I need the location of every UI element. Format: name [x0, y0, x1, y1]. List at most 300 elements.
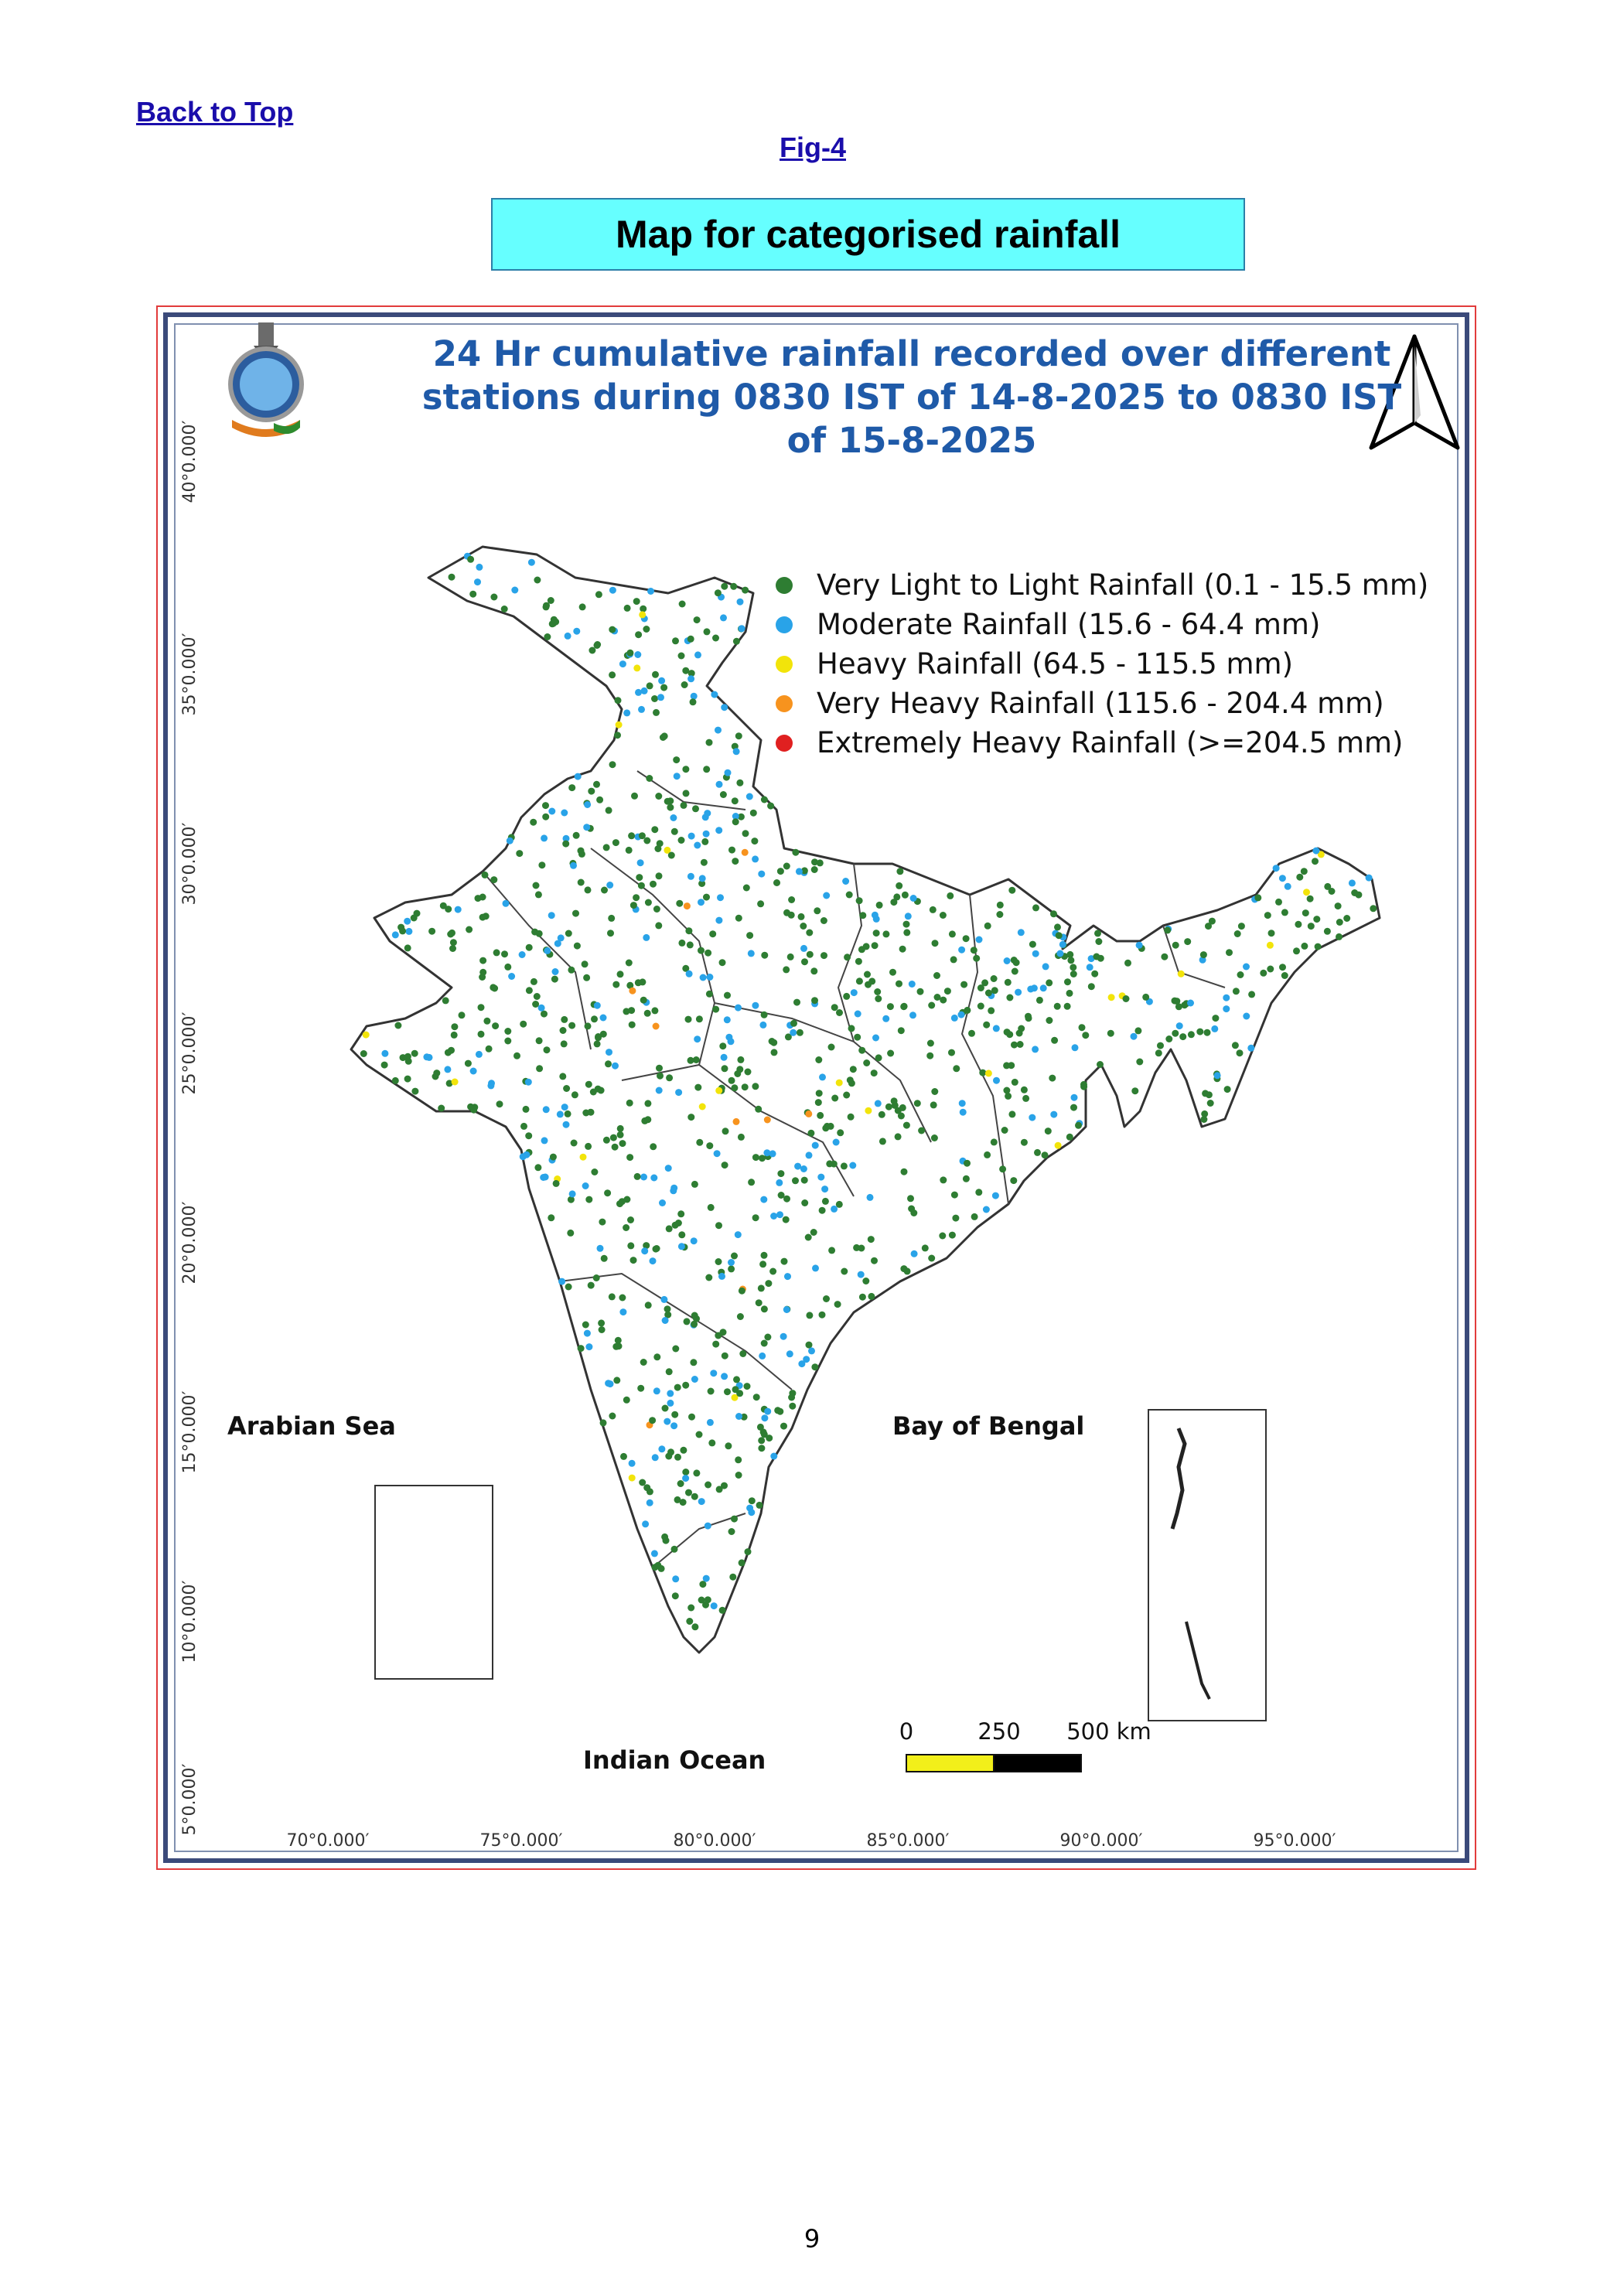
station-point: [1237, 971, 1244, 978]
station-point: [635, 631, 642, 638]
station-point: [504, 1028, 511, 1035]
station-point: [561, 810, 568, 817]
station-point: [614, 732, 621, 739]
station-point: [745, 1548, 752, 1555]
station-point: [1267, 942, 1274, 949]
station-point: [879, 1138, 886, 1145]
station-point: [1223, 994, 1230, 1001]
station-point: [783, 1306, 790, 1313]
station-point: [997, 902, 1004, 909]
station-point: [837, 1129, 844, 1136]
station-point: [706, 974, 713, 981]
station-point: [733, 748, 740, 755]
station-point: [653, 906, 660, 913]
station-point: [1179, 1033, 1186, 1040]
station-point: [1285, 883, 1291, 890]
station-point: [712, 1341, 719, 1348]
station-point: [971, 1213, 978, 1220]
station-point: [1027, 986, 1034, 993]
station-point: [656, 872, 663, 879]
station-point: [725, 1442, 732, 1449]
station-point: [1066, 1134, 1073, 1141]
station-point: [737, 1056, 744, 1063]
station-point: [991, 1138, 998, 1145]
station-point: [823, 1295, 830, 1302]
station-point: [558, 1278, 565, 1285]
station-point: [686, 971, 693, 977]
station-point: [769, 1038, 776, 1045]
station-point: [449, 574, 455, 581]
station-point: [844, 954, 851, 960]
station-point: [534, 577, 541, 584]
station-point: [719, 959, 726, 966]
station-point: [1335, 902, 1342, 909]
station-point: [513, 1052, 520, 1059]
station-point: [381, 1050, 388, 1057]
station-point: [520, 1123, 527, 1130]
station-point: [1046, 1017, 1053, 1024]
scale-label-250: 250: [977, 1718, 1021, 1745]
station-point: [1046, 979, 1053, 986]
station-point: [690, 698, 697, 705]
station-point: [855, 958, 862, 965]
station-point: [728, 1528, 735, 1535]
station-point: [606, 882, 613, 889]
station-point: [774, 1407, 781, 1414]
station-point: [1042, 1151, 1049, 1158]
latitude-tick-label: 25°0.000′: [180, 1012, 200, 1095]
station-point: [1093, 954, 1100, 960]
station-point: [1201, 1110, 1208, 1117]
station-point: [983, 1022, 990, 1029]
station-point: [850, 1066, 857, 1073]
station-point: [541, 1011, 548, 1018]
station-point: [552, 968, 559, 975]
station-point: [693, 1056, 700, 1063]
station-point: [423, 1053, 430, 1060]
station-point: [627, 1216, 634, 1223]
station-point: [638, 706, 645, 713]
station-point: [848, 1080, 855, 1087]
station-point: [659, 1199, 666, 1206]
station-point: [1336, 933, 1343, 940]
station-point: [612, 981, 619, 988]
station-point: [968, 1030, 975, 1037]
station-point: [550, 1154, 557, 1161]
station-point: [629, 1022, 636, 1029]
station-point: [478, 1031, 485, 1038]
station-point: [655, 922, 662, 929]
station-point: [858, 1245, 865, 1252]
station-point: [600, 1419, 607, 1426]
station-point: [1204, 1029, 1211, 1036]
station-point: [811, 866, 818, 873]
station-point: [821, 952, 827, 959]
station-point: [639, 1479, 646, 1486]
station-point: [691, 1321, 698, 1328]
station-point: [588, 1282, 595, 1289]
station-point: [964, 1160, 971, 1167]
bay-of-bengal-label: Bay of Bengal: [892, 1411, 1085, 1441]
station-point: [681, 681, 688, 688]
station-point: [544, 947, 551, 954]
station-point: [808, 1347, 815, 1354]
station-point: [711, 1602, 718, 1609]
station-point: [950, 956, 957, 963]
station-point: [615, 697, 622, 704]
station-point: [823, 892, 830, 899]
station-point: [1042, 963, 1049, 970]
station-point: [605, 1060, 612, 1067]
station-point: [636, 874, 643, 881]
station-point: [653, 1023, 660, 1030]
station-point: [725, 769, 732, 776]
station-point: [1260, 970, 1267, 977]
station-point: [643, 934, 650, 941]
station-point: [705, 1482, 711, 1489]
station-point: [958, 1012, 965, 1018]
station-point: [841, 1268, 848, 1275]
station-point: [729, 1574, 736, 1581]
station-point: [617, 1131, 624, 1138]
station-point: [626, 650, 633, 657]
station-point: [731, 1084, 738, 1091]
station-point: [696, 1139, 703, 1146]
station-point: [534, 993, 541, 1000]
station-point: [605, 1380, 612, 1387]
map-title-line-1: 24 Hr cumulative rainfall recorded over different: [432, 333, 1391, 374]
station-point: [758, 1437, 765, 1444]
station-point: [479, 969, 486, 976]
station-point: [770, 1453, 777, 1460]
station-point: [1108, 994, 1115, 1001]
station-point: [585, 1143, 592, 1150]
station-point: [733, 638, 740, 645]
station-point: [728, 1265, 735, 1272]
station-point: [684, 902, 691, 909]
station-point: [678, 1231, 685, 1238]
station-point: [662, 1405, 669, 1412]
station-point: [1055, 1142, 1062, 1149]
station-point: [971, 947, 977, 954]
station-point: [736, 780, 743, 786]
station-point: [996, 911, 1003, 918]
latitude-tick-label: 40°0.000′: [180, 420, 200, 503]
station-point: [764, 1334, 771, 1341]
station-point: [501, 606, 508, 612]
station-point: [647, 1499, 653, 1506]
station-point: [583, 974, 590, 981]
station-point: [1032, 904, 1039, 911]
station-point: [721, 1482, 728, 1489]
station-point: [708, 1439, 715, 1446]
station-point: [599, 1219, 606, 1226]
station-point: [940, 997, 947, 1004]
station-point: [721, 1373, 728, 1380]
station-point: [1029, 1114, 1035, 1121]
station-point: [1075, 1122, 1082, 1129]
station-point: [1281, 972, 1288, 979]
station-point: [595, 591, 602, 598]
station-point: [1054, 923, 1061, 930]
station-point: [960, 1109, 967, 1116]
station-point: [451, 1032, 458, 1039]
station-point: [640, 1174, 647, 1181]
station-point: [1355, 892, 1362, 899]
legend-swatch: [776, 695, 793, 712]
station-point: [675, 1089, 682, 1096]
station-point: [903, 921, 910, 928]
station-point: [764, 1408, 771, 1415]
station-point: [1004, 957, 1011, 964]
legend-label: Extremely Heavy Rainfall (>=204.5 mm): [817, 726, 1404, 759]
station-point: [526, 987, 533, 994]
station-point: [680, 1447, 687, 1454]
station-point: [599, 1326, 606, 1333]
station-point: [930, 1101, 937, 1108]
station-point: [644, 1100, 651, 1107]
station-point: [789, 1390, 796, 1397]
station-point: [731, 1253, 738, 1260]
station-point: [748, 1179, 755, 1186]
station-point: [557, 1110, 564, 1117]
station-point: [1234, 930, 1241, 937]
station-point: [487, 1082, 494, 1089]
station-point: [591, 1168, 598, 1175]
station-point: [603, 1137, 610, 1144]
station-point: [690, 1359, 697, 1366]
station-point: [733, 1118, 740, 1125]
station-point: [442, 997, 449, 1004]
station-point: [702, 1602, 709, 1609]
station-point: [491, 985, 498, 992]
station-point: [582, 1182, 589, 1189]
station-point: [657, 1073, 664, 1080]
station-point: [1008, 887, 1015, 894]
station-point: [573, 832, 580, 839]
station-point: [687, 1605, 694, 1612]
station-point: [504, 1038, 511, 1045]
station-point: [665, 1165, 672, 1172]
station-point: [739, 1288, 745, 1295]
station-point: [628, 832, 635, 839]
scale-segment-1: [906, 1755, 994, 1772]
station-point: [404, 918, 411, 925]
station-point: [411, 1088, 418, 1095]
station-point: [565, 1110, 571, 1117]
station-point: [507, 838, 513, 844]
station-point: [856, 897, 863, 904]
station-point: [673, 756, 680, 763]
station-point: [1155, 1049, 1162, 1056]
scale-segment-2: [994, 1755, 1081, 1772]
station-point: [598, 1319, 605, 1326]
station-point: [801, 958, 808, 965]
station-point: [705, 1523, 711, 1530]
station-point: [872, 942, 879, 949]
station-point: [483, 1018, 490, 1025]
station-point: [949, 1232, 956, 1239]
station-point: [684, 1318, 691, 1325]
station-point: [1008, 1110, 1015, 1117]
station-point: [1001, 1127, 1008, 1134]
station-point: [746, 932, 753, 939]
station-point: [523, 1106, 530, 1113]
station-point: [629, 988, 636, 994]
station-point: [579, 603, 586, 610]
station-point: [873, 930, 880, 936]
longitude-tick-label: 70°0.000′: [286, 1831, 370, 1851]
station-point: [560, 1027, 567, 1034]
station-point: [651, 826, 658, 833]
station-point: [811, 1363, 818, 1370]
station-point: [619, 1198, 626, 1205]
station-point: [667, 1400, 674, 1407]
station-point: [1301, 943, 1308, 950]
station-point: [716, 781, 723, 788]
station-point: [1032, 1046, 1039, 1052]
legend-label: Very Light to Light Rainfall (0.1 - 15.5 mm): [817, 568, 1429, 602]
station-point: [682, 1469, 689, 1476]
station-point: [755, 1106, 762, 1113]
station-point: [584, 801, 591, 808]
station-point: [1254, 894, 1261, 901]
station-point: [848, 1025, 855, 1032]
station-point: [694, 616, 701, 623]
station-point: [1324, 928, 1331, 935]
station-point: [703, 894, 710, 901]
station-point: [528, 559, 535, 566]
station-point: [1176, 1022, 1183, 1029]
station-point: [538, 861, 545, 868]
station-point: [1136, 942, 1143, 949]
station-point: [667, 1448, 674, 1455]
station-point: [646, 775, 653, 782]
station-point: [476, 1051, 483, 1058]
station-point: [668, 852, 675, 859]
station-point: [660, 1296, 667, 1303]
figure-link[interactable]: Fig-4: [780, 131, 846, 163]
station-point: [951, 1015, 958, 1022]
station-point: [1050, 1111, 1057, 1118]
station-point: [1187, 1000, 1194, 1007]
station-point: [1366, 875, 1373, 882]
station-point: [828, 1247, 835, 1254]
station-point: [452, 1079, 459, 1086]
station-point: [993, 1025, 1000, 1032]
station-point: [1238, 923, 1245, 930]
station-point: [903, 1122, 910, 1129]
legend-label: Very Heavy Rainfall (115.6 - 204.4 mm): [817, 687, 1384, 720]
station-point: [479, 914, 486, 921]
station-point: [594, 1040, 601, 1047]
station-point: [948, 1049, 955, 1056]
back-to-top-link[interactable]: Back to Top: [136, 96, 294, 128]
longitude-tick-label: 95°0.000′: [1253, 1831, 1336, 1851]
station-point: [694, 842, 701, 849]
station-point: [672, 1592, 679, 1599]
station-point: [672, 637, 679, 644]
station-point: [788, 896, 795, 903]
station-point: [739, 1559, 745, 1566]
station-point: [671, 828, 678, 835]
station-point: [721, 583, 728, 590]
station-point: [742, 1083, 749, 1090]
station-point: [1264, 912, 1271, 919]
station-point: [760, 1196, 767, 1203]
station-point: [1302, 909, 1309, 916]
station-point: [767, 803, 774, 810]
station-point: [661, 1534, 668, 1540]
station-point: [735, 1472, 742, 1479]
station-point: [812, 1264, 819, 1271]
station-point: [903, 929, 910, 936]
station-point: [910, 895, 917, 902]
longitude-tick-label: 75°0.000′: [479, 1831, 563, 1851]
station-point: [761, 1340, 768, 1347]
station-point: [761, 952, 768, 959]
station-point: [899, 946, 906, 953]
station-point: [1012, 968, 1018, 975]
station-point: [548, 912, 555, 919]
station-point: [1296, 874, 1303, 881]
station-point: [1295, 921, 1302, 928]
station-point: [947, 892, 954, 899]
station-point: [653, 1353, 660, 1360]
station-point: [641, 687, 648, 694]
station-point: [715, 827, 722, 834]
station-point: [896, 981, 902, 988]
station-point: [892, 1102, 899, 1109]
station-point: [1307, 896, 1314, 902]
station-point: [810, 1229, 817, 1236]
station-point: [664, 1418, 670, 1425]
station-point: [988, 1007, 995, 1014]
station-point: [908, 1206, 915, 1213]
station-point: [612, 839, 619, 846]
station-point: [991, 987, 998, 994]
station-point: [672, 1346, 679, 1353]
station-point: [470, 1068, 477, 1075]
station-point: [696, 1431, 703, 1438]
station-point: [783, 966, 790, 973]
page-number: 9: [803, 2224, 821, 2253]
station-point: [563, 1121, 570, 1128]
station-point: [760, 1428, 767, 1435]
station-point: [708, 1388, 715, 1395]
station-point: [1196, 1029, 1203, 1035]
station-point: [708, 1204, 715, 1211]
station-point: [1336, 919, 1343, 926]
station-point: [553, 1180, 560, 1187]
station-point: [533, 882, 540, 889]
station-point: [678, 653, 685, 660]
station-point: [544, 633, 551, 640]
station-point: [642, 1520, 649, 1527]
station-point: [1032, 950, 1039, 957]
station-point: [438, 1105, 445, 1112]
station-point: [548, 808, 555, 815]
station-point: [623, 1224, 629, 1231]
station-point: [786, 1350, 793, 1357]
station-point: [724, 992, 731, 999]
station-point: [698, 899, 705, 906]
station-point: [871, 1257, 878, 1264]
station-point: [612, 1343, 619, 1350]
station-point: [541, 834, 548, 841]
station-point: [710, 1370, 717, 1377]
station-point: [979, 1070, 986, 1076]
